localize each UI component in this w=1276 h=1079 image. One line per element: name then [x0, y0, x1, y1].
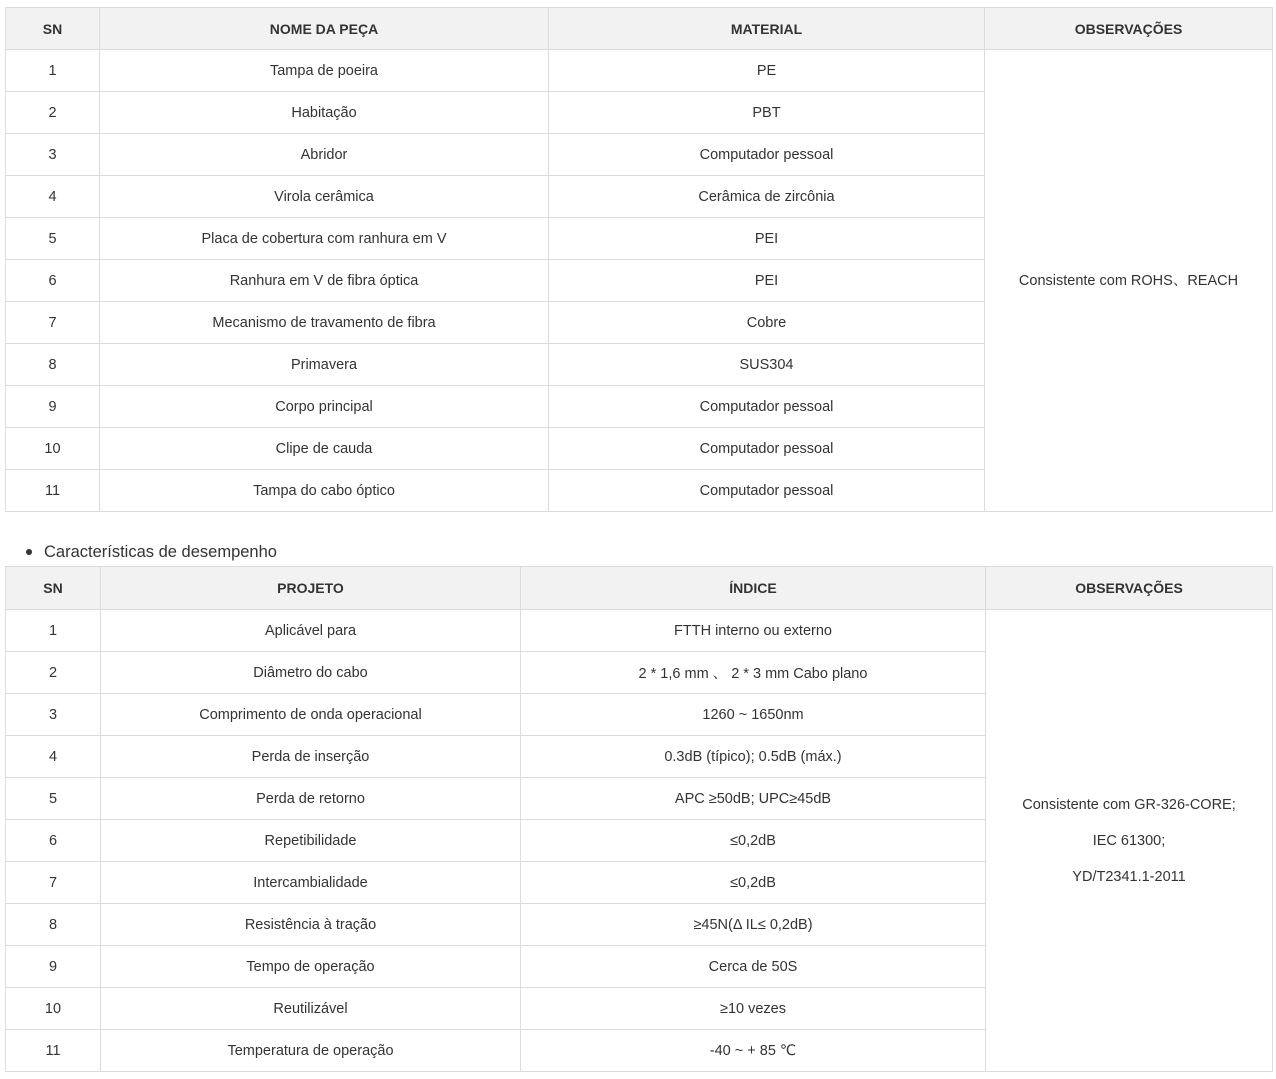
cell-sn: 9: [6, 946, 101, 988]
cell-index: Cerca de 50S: [521, 946, 986, 988]
cell-sn: 6: [6, 820, 101, 862]
cell-project: Reutilizável: [101, 988, 521, 1030]
remarks-line: YD/T2341.1-2011: [1072, 868, 1186, 885]
cell-sn: 1: [6, 50, 100, 92]
cell-sn: 11: [6, 470, 100, 512]
cell-remarks: [986, 610, 1273, 1072]
cell-index: -40 ~ + 85 ℃: [521, 1030, 986, 1072]
cell-part-name: Clipe de cauda: [100, 428, 549, 470]
cell-material: Computador pessoal: [549, 470, 985, 512]
cell-project: Perda de retorno: [101, 778, 521, 820]
cell-project: Temperatura de operação: [101, 1030, 521, 1072]
cell-project: Resistência à tração: [101, 904, 521, 946]
cell-index: 1260 ~ 1650nm: [521, 694, 986, 736]
table-row: [6, 50, 1273, 92]
cell-sn: 10: [6, 988, 101, 1030]
cell-sn: 5: [6, 218, 100, 260]
cell-project: Intercambialidade: [101, 862, 521, 904]
cell-sn: 3: [6, 694, 101, 736]
cell-project: Aplicável para: [101, 610, 521, 652]
cell-material: PEI: [549, 260, 985, 302]
parts-table: [5, 7, 1273, 512]
cell-material: Computador pessoal: [549, 428, 985, 470]
cell-material: Computador pessoal: [549, 134, 985, 176]
column-header-index: ÍNDICE: [521, 567, 986, 610]
column-header-sn: SN: [6, 8, 100, 50]
cell-index: ≥45N(Δ IL≤ 0,2dB): [521, 904, 986, 946]
cell-material: PBT: [549, 92, 985, 134]
cell-part-name: Abridor: [100, 134, 549, 176]
column-header-remarks: OBSERVAÇÕES: [985, 8, 1273, 50]
cell-part-name: Ranhura em V de fibra óptica: [100, 260, 549, 302]
cell-material: PE: [549, 50, 985, 92]
cell-part-name: Corpo principal: [100, 386, 549, 428]
cell-part-name: Habitação: [100, 92, 549, 134]
cell-index: ≤0,2dB: [521, 862, 986, 904]
cell-sn: 5: [6, 778, 101, 820]
cell-material: PEI: [549, 218, 985, 260]
cell-material: Cobre: [549, 302, 985, 344]
cell-sn: 9: [6, 386, 100, 428]
section-title-text: Características de desempenho: [44, 543, 277, 561]
cell-sn: 2: [6, 92, 100, 134]
cell-sn: 4: [6, 176, 100, 218]
cell-project: Repetibilidade: [101, 820, 521, 862]
cell-sn: 10: [6, 428, 100, 470]
cell-sn: 4: [6, 736, 101, 778]
column-header-remarks: OBSERVAÇÕES: [986, 567, 1273, 610]
section-heading-performance: [26, 540, 277, 564]
cell-index: 2 * 1,6 mm 、 2 * 3 mm Cabo plano: [521, 652, 986, 694]
column-header-material: MATERIAL: [549, 8, 985, 50]
cell-index: APC ≥50dB; UPC≥45dB: [521, 778, 986, 820]
cell-project: Comprimento de onda operacional: [101, 694, 521, 736]
performance-table: [5, 566, 1273, 1072]
cell-project: Diâmetro do cabo: [101, 652, 521, 694]
cell-material: Computador pessoal: [549, 386, 985, 428]
cell-part-name: Primavera: [100, 344, 549, 386]
column-header-part-name: NOME DA PEÇA: [100, 8, 549, 50]
cell-sn: 1: [6, 610, 101, 652]
cell-part-name: Tampa do cabo óptico: [100, 470, 549, 512]
cell-material: SUS304: [549, 344, 985, 386]
cell-project: Perda de inserção: [101, 736, 521, 778]
cell-index: 0.3dB (típico); 0.5dB (máx.): [521, 736, 986, 778]
cell-sn: 8: [6, 904, 101, 946]
parts-header-row: [6, 8, 1273, 50]
cell-index: ≥10 vezes: [521, 988, 986, 1030]
cell-index: ≤0,2dB: [521, 820, 986, 862]
column-header-project: PROJETO: [101, 567, 521, 610]
cell-remarks: Consistente com ROHS、REACH: [985, 50, 1273, 512]
cell-sn: 7: [6, 862, 101, 904]
remarks-line: IEC 61300;: [1092, 832, 1166, 849]
cell-project: Tempo de operação: [101, 946, 521, 988]
cell-sn: 11: [6, 1030, 101, 1072]
cell-material: Cerâmica de zircônia: [549, 176, 985, 218]
cell-part-name: Mecanismo de travamento de fibra: [100, 302, 549, 344]
cell-part-name: Tampa de poeira: [100, 50, 549, 92]
cell-sn: 6: [6, 260, 100, 302]
cell-sn: 2: [6, 652, 101, 694]
performance-header-row: [6, 567, 1273, 610]
cell-part-name: Virola cerâmica: [100, 176, 549, 218]
cell-sn: 7: [6, 302, 100, 344]
cell-sn: 8: [6, 344, 100, 386]
cell-sn: 3: [6, 134, 100, 176]
cell-index: FTTH interno ou externo: [521, 610, 986, 652]
bullet-icon: [26, 549, 32, 555]
column-header-sn: SN: [6, 567, 101, 610]
remarks-line: Consistente com GR-326-CORE;: [1022, 796, 1236, 813]
cell-part-name: Placa de cobertura com ranhura em V: [100, 218, 549, 260]
table-row: [6, 610, 1273, 652]
